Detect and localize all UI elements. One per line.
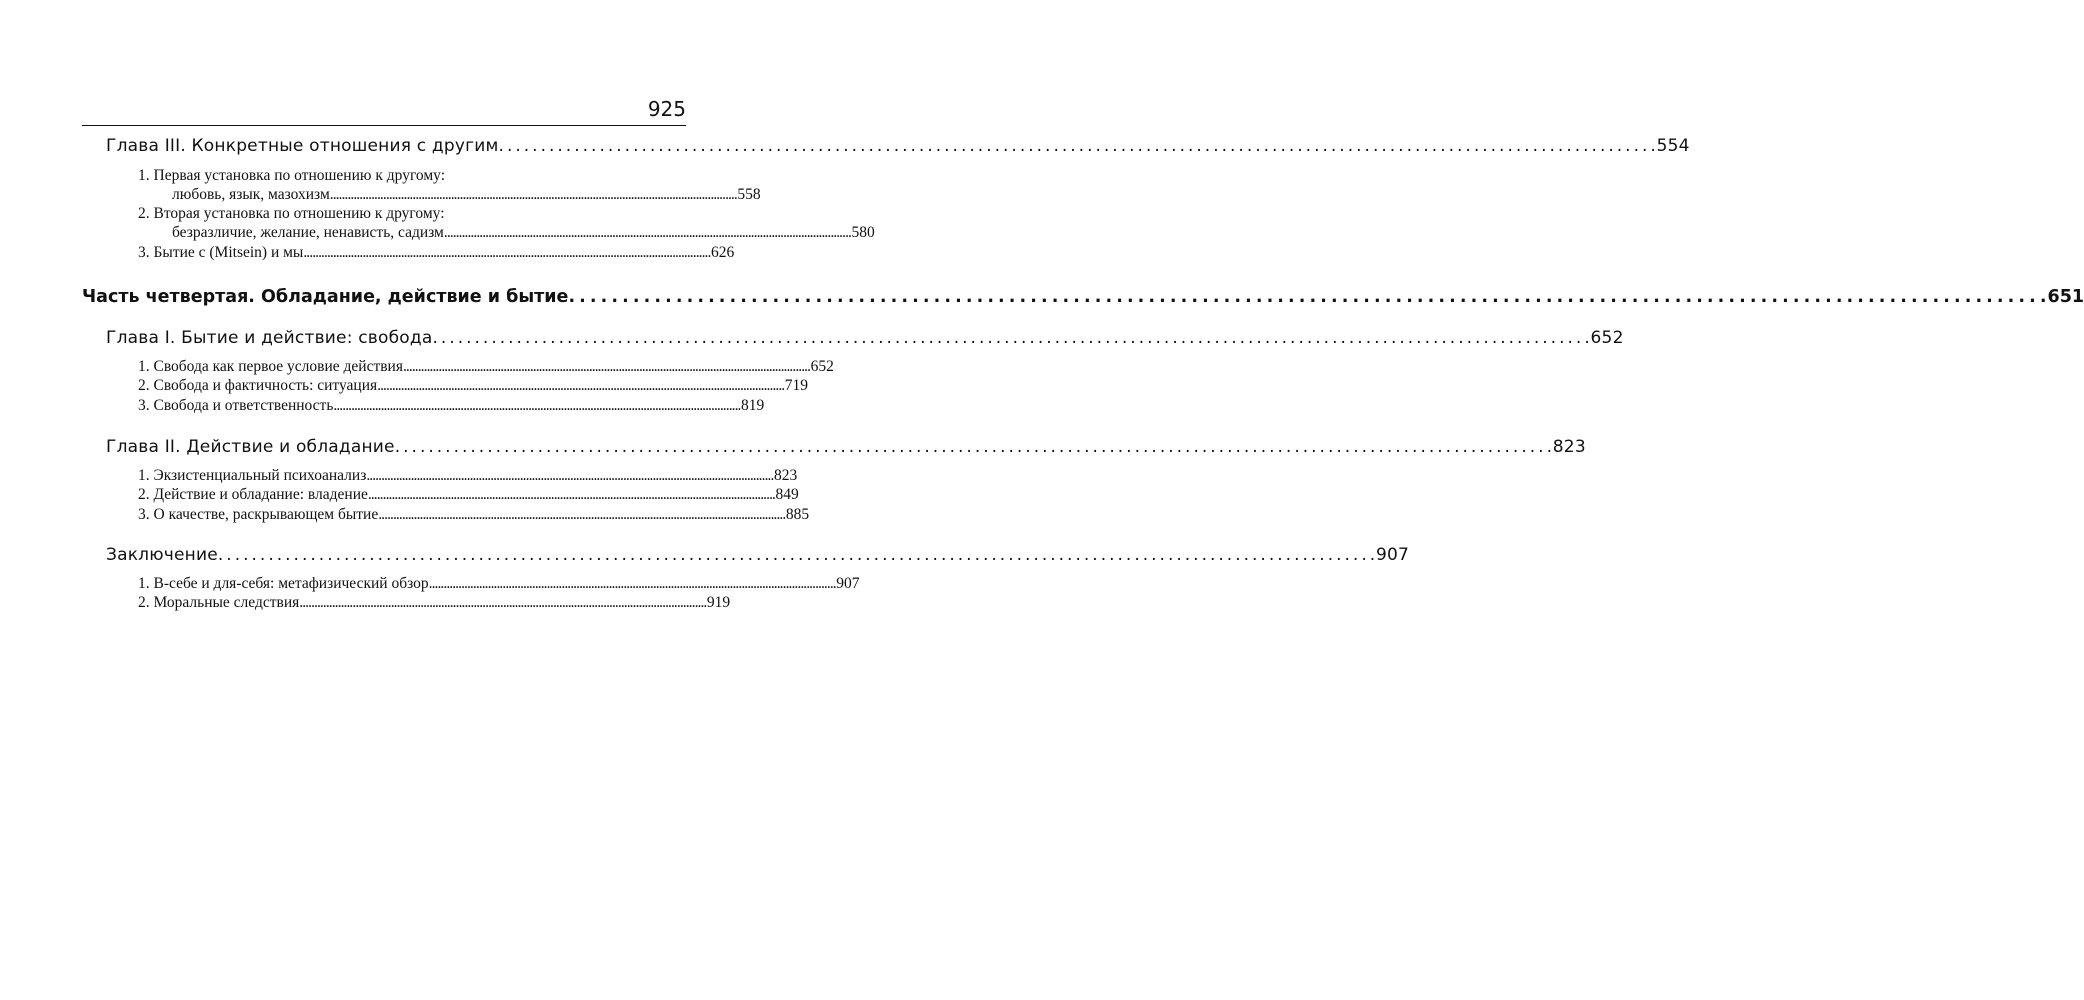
dot-leader bbox=[378, 506, 784, 524]
toc-entry-page: 580 bbox=[851, 224, 875, 241]
dot-leader bbox=[303, 244, 709, 262]
toc-entry-title: 2. Свобода и фактичность: ситуация bbox=[138, 377, 378, 394]
toc-entry-title: Часть четвертая. Обладание, действие и бытие bbox=[82, 287, 569, 307]
toc-chapter-2 bbox=[106, 437, 1586, 457]
dot-leader bbox=[330, 186, 736, 204]
toc-entry-page: 819 bbox=[741, 397, 765, 414]
toc-section-continuation bbox=[172, 186, 761, 204]
toc-entry-title: 3. О качестве, раскрывающем бытие bbox=[138, 506, 379, 523]
toc-entry-title: 2. Действие и обладание: владение bbox=[138, 486, 368, 503]
dot-leader bbox=[403, 358, 809, 376]
dot-leader bbox=[377, 377, 783, 395]
toc-entry-title: 3. Бытие с (Mitsein) и мы bbox=[138, 244, 304, 261]
toc-section bbox=[138, 397, 765, 415]
toc-entry-title: Глава I. Бытие и действие: свобода bbox=[106, 328, 433, 348]
toc-entry-page: 651 bbox=[2047, 287, 2084, 307]
dot-leader bbox=[429, 575, 835, 593]
toc-section-line: 2. Вторая установка по отношению к другому: bbox=[138, 205, 445, 222]
dot-leader bbox=[568, 287, 2045, 307]
toc-section bbox=[138, 486, 799, 504]
toc-section bbox=[138, 594, 731, 612]
toc-entry-title: Заключение bbox=[106, 545, 218, 565]
toc-entry-title: любовь, язык, мазохизм bbox=[172, 186, 330, 203]
toc-entry-page: 919 bbox=[706, 594, 731, 611]
dot-leader bbox=[218, 545, 1374, 565]
dot-leader bbox=[432, 328, 1588, 348]
toc-entry-page: 554 bbox=[1656, 136, 1690, 156]
dot-leader bbox=[499, 136, 1655, 156]
toc-entry-page: 907 bbox=[1375, 545, 1410, 565]
toc-entry-page: 907 bbox=[836, 575, 860, 592]
toc-chapter-1 bbox=[106, 328, 1624, 348]
dot-leader bbox=[299, 594, 705, 612]
toc-part-4 bbox=[82, 287, 2084, 307]
toc-section-continuation bbox=[172, 224, 875, 242]
toc-entry-title: 1. В-себе и для-себя: метафизический обзор bbox=[138, 575, 429, 592]
toc-entry-page: 823 bbox=[773, 467, 798, 484]
dot-leader bbox=[368, 486, 774, 504]
toc-section bbox=[138, 358, 834, 376]
toc-entry-title: Глава II. Действие и обладание bbox=[106, 437, 395, 457]
toc-section-line: 1. Первая установка по отношению к другому: bbox=[138, 167, 446, 184]
dot-leader bbox=[366, 467, 772, 485]
dot-leader bbox=[395, 437, 1551, 457]
header-rule bbox=[82, 125, 686, 126]
toc-section bbox=[138, 506, 810, 524]
dot-leader bbox=[333, 397, 739, 415]
toc-entry-page: 652 bbox=[810, 358, 834, 375]
toc-entry-title: 3. Свобода и ответственность bbox=[138, 397, 334, 414]
page-number: 925 bbox=[647, 97, 686, 121]
toc-section bbox=[138, 467, 798, 485]
toc-entry-title: Глава III. Конкретные отношения с другим bbox=[106, 136, 499, 156]
toc-section bbox=[138, 377, 809, 395]
toc-chapter-3 bbox=[106, 136, 1690, 156]
toc-conclusion bbox=[106, 545, 1410, 565]
toc-entry-page: 885 bbox=[785, 506, 810, 523]
toc-entry-page: 652 bbox=[1590, 328, 1624, 348]
toc-entry-title: безразличие, желание, ненависть, садизм bbox=[172, 224, 444, 241]
dot-leader bbox=[444, 224, 850, 242]
toc-entry-page: 626 bbox=[711, 244, 735, 261]
toc-entry-page: 823 bbox=[1552, 437, 1586, 457]
toc-section bbox=[138, 244, 735, 262]
toc-entry-title: 2. Моральные следствия bbox=[138, 594, 300, 611]
toc-entry-page: 849 bbox=[775, 486, 799, 503]
toc-section bbox=[138, 575, 860, 593]
toc-entry-page: 558 bbox=[737, 186, 761, 203]
toc-entry-title: 1. Свобода как первое условие действия bbox=[138, 358, 403, 375]
toc-entry-page: 719 bbox=[784, 377, 809, 394]
toc-entry-title: 1. Экзистенциальный психоанализ bbox=[138, 467, 367, 484]
